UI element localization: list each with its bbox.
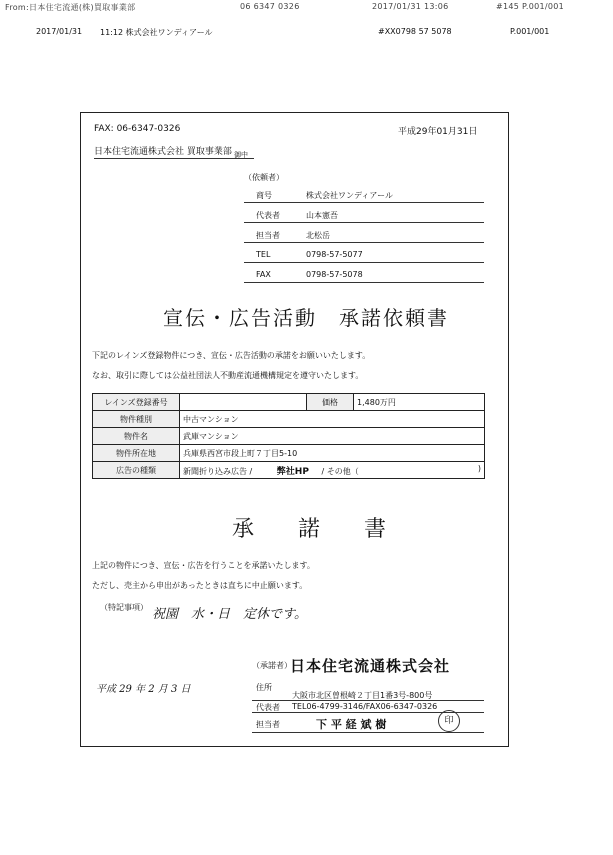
fax-header-sender: From:日本住宅流通(株)買取事業部 — [5, 3, 136, 12]
property-type-label: 物件種別 — [93, 411, 180, 428]
representative-label: 代表者 — [256, 703, 280, 712]
requester-value: 山本憲吾 — [306, 211, 338, 220]
contact-person-name: 下 平 経 斌 樹 — [316, 718, 387, 731]
requester-value: 株式会社ワンディアール — [306, 191, 393, 200]
table-row — [93, 411, 485, 428]
fax-subheader-date: 2017/01/31 — [36, 27, 83, 36]
special-notes-label: （特記事項） — [100, 603, 148, 612]
ad-option-close: ) — [477, 463, 481, 473]
consenter-tel-fax: TEL06-4799-3146/FAX06-6347-0326 — [292, 702, 438, 711]
recipient-underline — [94, 158, 254, 159]
intro-text: なお、取引に際しては公益社団法人不動産流通機構規定を遵守いたします。 — [92, 371, 364, 380]
requester-line — [244, 282, 484, 283]
price-label: 価格 — [307, 394, 354, 411]
consent-text: 上記の物件につき、宣伝・広告を行うことを承諾いたします。 — [92, 561, 315, 570]
recipient-fax: FAX: 06-6347-0326 — [94, 124, 181, 134]
table-row — [93, 445, 485, 462]
document-date: 平成29年01月31日 — [398, 127, 478, 137]
requester-heading: （依頼者） — [244, 173, 284, 182]
special-notes-handwritten: 祝園 水・日 定休です。 — [152, 607, 307, 622]
ad-type-value — [180, 462, 485, 479]
price-value: 1,480万円 — [354, 394, 485, 411]
ad-option-newspaper: 新聞折り込み広告 / — [183, 466, 253, 476]
consenter-address: 大阪市北区曽根崎２丁目1番3号-800号 — [292, 691, 433, 700]
contact-underline — [252, 732, 484, 733]
property-name-value: 武庫マンション — [180, 428, 485, 445]
ad-option-other: / その他（ — [321, 466, 359, 476]
table-row — [93, 462, 485, 479]
consenter-label: （承諾者） — [252, 661, 292, 670]
contact-person-label: 担当者 — [256, 720, 280, 729]
consent-text: ただし、売主から申出があったときは直ちに中止願います。 — [92, 581, 308, 590]
requester-value: 北松岳 — [306, 231, 330, 240]
consenter-company: 日本住宅流通株式会社 — [290, 657, 451, 675]
document-title: 宣伝・広告活動 承諾依頼書 — [163, 306, 449, 330]
address-underline — [252, 700, 484, 701]
requester-line — [244, 222, 484, 223]
fax-subheader-sender: 11:12 株式会社ワンディアール — [100, 28, 213, 37]
fax-header-number: 06 6347 0326 — [240, 2, 300, 11]
requester-value: 0798-57-5078 — [306, 270, 363, 279]
fax-header-page: #145 P.001/001 — [496, 2, 565, 11]
recipient-name: 日本住宅流通株式会社 買取事業部 — [94, 147, 232, 157]
property-table — [92, 393, 485, 479]
fax-subheader-number: #XX0798 57 5078 — [378, 27, 452, 36]
ad-type-label: 広告の種類 — [93, 462, 180, 479]
requester-label: 担当者 — [256, 231, 280, 240]
requester-line — [244, 202, 484, 203]
consent-title: 承 諾 書 — [232, 517, 387, 542]
reins-value — [180, 394, 307, 411]
requester-label: TEL — [256, 250, 271, 259]
requester-line — [244, 242, 484, 243]
fax-subheader-page: P.001/001 — [510, 27, 550, 36]
intro-text: 下記のレインズ登録物件につき、宣伝・広告活動の承諾をお願いいたします。 — [92, 351, 371, 360]
requester-label: FAX — [256, 270, 271, 279]
recipient-suffix: 御中 — [234, 151, 248, 159]
address-label: 住所 — [256, 683, 272, 692]
requester-label: 代表者 — [256, 211, 280, 220]
property-address-label: 物件所在地 — [93, 445, 180, 462]
property-type-value: 中古マンション — [180, 411, 485, 428]
fax-header-datetime: 2017/01/31 13:06 — [372, 2, 449, 11]
requester-line — [244, 262, 484, 263]
property-name-label: 物件名 — [93, 428, 180, 445]
ad-option-website: 弊社HP — [276, 466, 309, 477]
consent-date-handwritten: 平成 29 年 2 月 3 日 — [96, 684, 191, 695]
table-row — [93, 394, 485, 411]
property-address-value: 兵庫県西宮市段上町７丁目5-10 — [180, 445, 485, 462]
requester-label: 商号 — [256, 191, 272, 200]
reins-label: レインズ登録番号 — [93, 394, 180, 411]
requester-value: 0798-57-5077 — [306, 250, 363, 259]
personal-seal-stamp: 印 — [438, 710, 460, 732]
table-row — [93, 428, 485, 445]
